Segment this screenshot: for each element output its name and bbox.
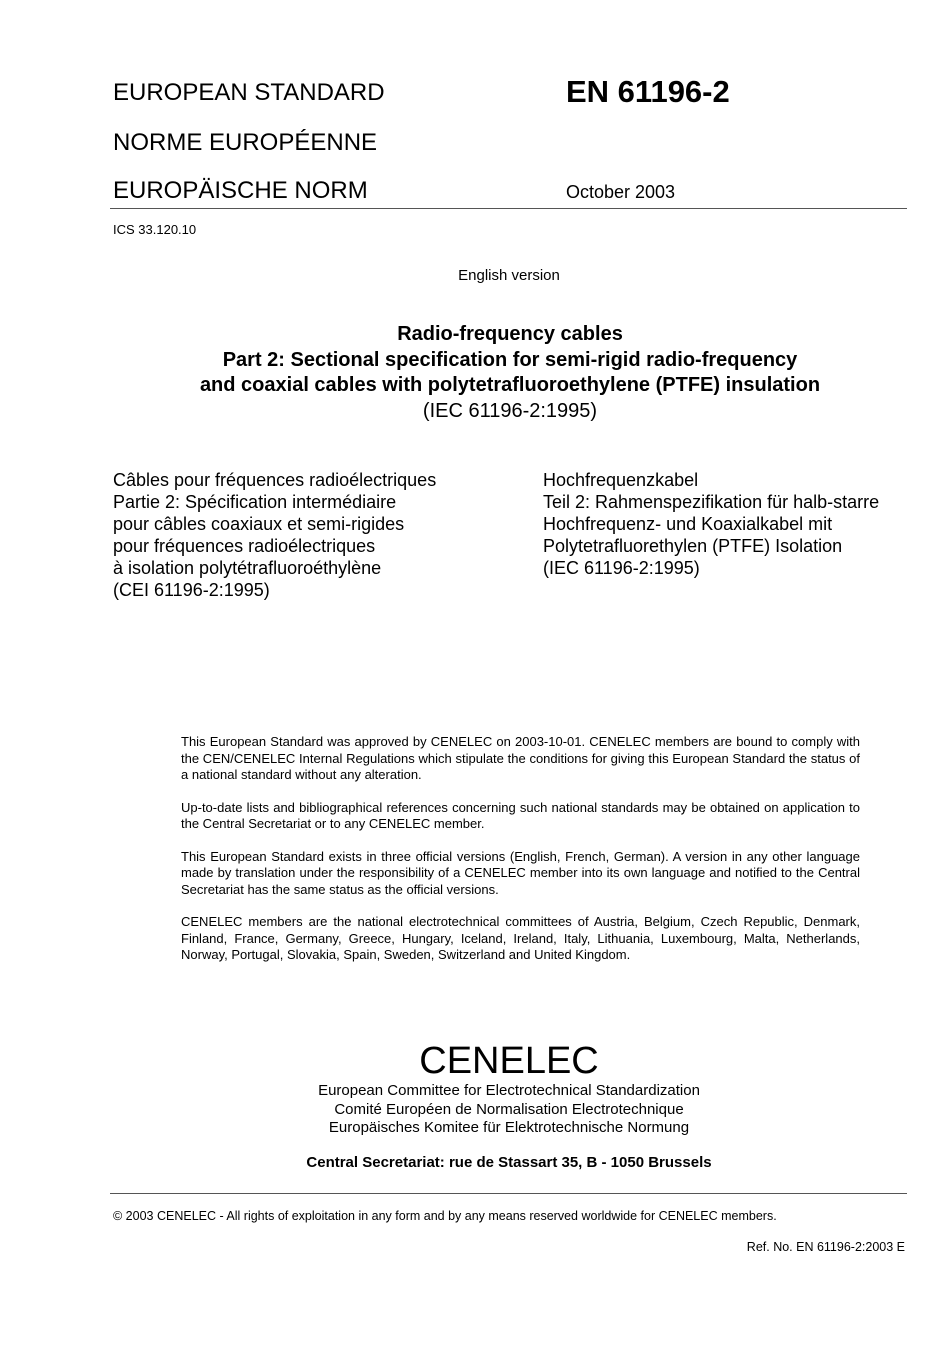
german-title-line: Teil 2: Rahmenspezifikation für halb-starre <box>543 492 880 512</box>
notice-paragraph: Up-to-date lists and bibliographical references concerning such national standards may be obtained on application to the Central Secretariat or to any CENELEC member. <box>181 799 860 831</box>
standard-number: EN 61196-2 <box>566 74 730 109</box>
organization-name-german: Europäisches Komitee für Elektrotechnische Normung <box>328 1119 690 1136</box>
french-title-line: Partie 2: Spécification intermédiaire <box>113 492 397 512</box>
notice-paragraph: CENELEC members are the national electrotechnical committees of Austria, Belgium, Czech Republic, Denmark, Finland, France, Germany, Greece, Hungary, Iceland, Ireland, Italy, Lithuania, Luxembourg, Malta, Netherlands, Norway, Portugal, Slovakia, Spain, Sweden, Switzerland and United Kingdom. <box>181 914 860 962</box>
german-title-line: Hochfrequenzkabel <box>543 470 699 490</box>
organization-block <box>0 1040 950 1171</box>
standard-type-french: NORME EUROPÉENNE <box>113 129 378 156</box>
title-line-2: Part 2: Sectional specification for semi-rigid radio-frequency <box>222 348 798 371</box>
french-title-line: à isolation polytétrafluoroéthylène <box>113 558 382 578</box>
footer-divider <box>110 1193 907 1194</box>
title-line-1: Radio-frequency cables <box>397 323 623 345</box>
german-title-line: (IEC 61196-2:1995) <box>543 558 700 578</box>
organization-name: CENELEC <box>419 1040 599 1082</box>
organization-name-french: Comité Européen de Normalisation Electrotechnique <box>334 1100 684 1118</box>
german-title-line: Polytetrafluorethylen (PTFE) Isolation <box>543 536 843 556</box>
french-title-line: pour fréquences radioélectriques <box>113 536 376 556</box>
reference-number: Ref. No. EN 61196-2:2003 E <box>746 1240 905 1254</box>
french-title-line: Câbles pour fréquences radioélectriques <box>113 470 437 490</box>
publication-date: October 2003 <box>566 182 676 202</box>
title-line-3: and coaxial cables with polytetrafluoroethylene (PTFE) insulation <box>199 374 821 396</box>
german-title <box>543 469 879 579</box>
french-title-line: (CEI 61196-2:1995) <box>113 580 270 600</box>
french-title-line: pour câbles coaxiaux et semi-rigides <box>113 514 405 534</box>
standard-type-english: EUROPEAN STANDARD <box>113 79 385 106</box>
standard-type-german: EUROPÄISCHE NORM <box>113 177 368 204</box>
ics-code: ICS 33.120.10 <box>113 222 197 237</box>
document-title <box>60 322 950 424</box>
approval-notice <box>181 734 860 980</box>
secretariat-address: Central Secretariat: rue de Stassart 35, B - 1050 Brussels <box>306 1153 712 1171</box>
title-line-4: (IEC 61196-2:1995) <box>422 399 598 422</box>
notice-paragraph: This European Standard was approved by CENELEC on 2003-10-01. CENELEC members are bound to comply with the CEN/CENELEC Internal Regulations which stipulate the conditions for giving this European Standard the status of a national standard without any alteration. <box>181 734 860 782</box>
organization-name-english: European Committee for Electrotechnical Standardization <box>318 1082 700 1099</box>
french-title <box>113 469 436 601</box>
notice-paragraph: This European Standard exists in three official versions (English, French, German). A version in any other language made by translation under the responsibility of a CENELEC member into its own language and notified to the Central Secretariat has the same status as the official versions. <box>181 848 860 897</box>
version-label: English version <box>458 267 560 284</box>
copyright-notice: © 2003 CENELEC - All rights of exploitation in any form and by any means reserved worldwide for CENELEC members. <box>113 1209 777 1223</box>
german-title-line: Hochfrequenz- und Koaxialkabel mit <box>543 514 833 534</box>
header-divider <box>110 208 907 209</box>
